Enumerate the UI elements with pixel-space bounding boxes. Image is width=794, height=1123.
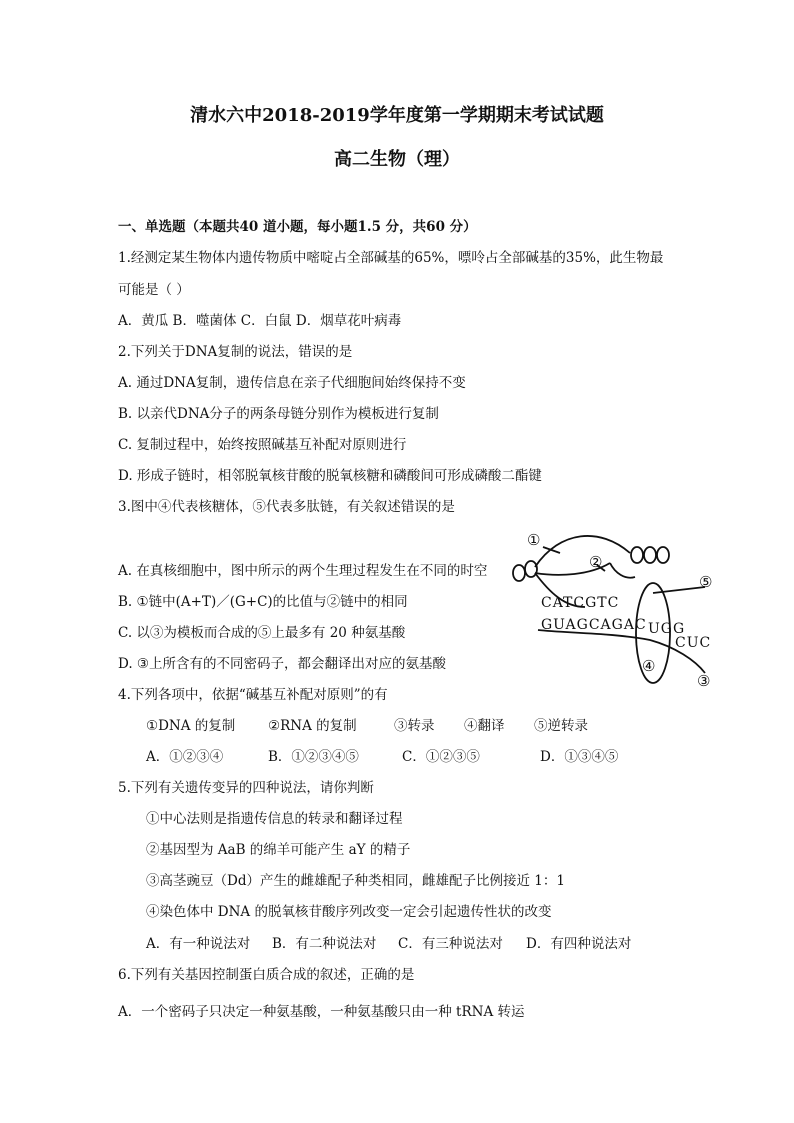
q4-item-1: ①DNA 的复制 xyxy=(146,718,236,734)
q2-option-a: A. 通过DNA复制，遗传信息在亲子代细胞间始终保持不变 xyxy=(118,375,466,391)
q6-stem: 6.下列有关基因控制蛋白质合成的叙述，正确的是 xyxy=(118,967,415,983)
q4-item-5: ⑤逆转录 xyxy=(534,718,588,734)
figure-label-4: ④ xyxy=(642,657,656,675)
q2-stem: 2.下列关于DNA复制的说法，错误的是 xyxy=(118,344,353,360)
q4-option-b: B．①②③④⑤ xyxy=(268,749,359,765)
q4-option-c: C．①②③⑤ xyxy=(402,749,480,765)
figure-label-5: ⑤ xyxy=(699,573,713,591)
q4-item-4: ④翻译 xyxy=(464,718,505,734)
q4-option-d: D．①③④⑤ xyxy=(540,749,619,765)
q5-statement-1: ①中心法则是指遗传信息的转录和翻译过程 xyxy=(146,811,403,827)
q5-option-b: B．有二种说法对 xyxy=(272,936,377,952)
q3-stem: 3.图中④代表核糖体，⑤代表多肽链，有关叙述错误的是 xyxy=(118,499,455,515)
q3-option-b: B. ①链中(A+T)／(G+C)的比值与②链中的相同 xyxy=(118,594,408,610)
q3-option-c: C. 以③为模板而合成的⑤上最多有 20 种氨基酸 xyxy=(118,625,406,641)
q1-options: A．黄瓜 B．噬菌体 C．白鼠 D．烟草花叶病毒 xyxy=(118,313,402,329)
q5-option-d: D．有四种说法对 xyxy=(526,936,632,952)
rna-sequence-part2: UGG xyxy=(648,621,686,637)
q5-stem: 5.下列有关遗传变异的四种说法，请你判断 xyxy=(118,780,374,796)
q4-option-a: A．①②③④ xyxy=(146,749,224,765)
dna-sequence-top: CATCGTC xyxy=(541,595,620,611)
q5-option-c: C．有三种说法对 xyxy=(398,936,503,952)
figure-label-1: ① xyxy=(527,531,541,549)
exam-subtitle: 高二生物（理） xyxy=(334,149,460,170)
q2-option-d: D. 形成子链时，相邻脱氧核苷酸的脱氧核糖和磷酸间可形成磷酸二酯键 xyxy=(118,468,542,484)
q2-option-c: C. 复制过程中，始终按照碱基互补配对原则进行 xyxy=(118,437,407,453)
q4-stem: 4.下列各项中，依据“碱基互补配对原则”的有 xyxy=(118,687,388,703)
q6-option-a: A．一个密码子只决定一种氨基酸，一种氨基酸只由一种 tRNA 转运 xyxy=(118,1004,525,1020)
q4-item-3: ③转录 xyxy=(394,718,435,734)
q5-statement-2: ②基因型为 AaB 的绵羊可能产生 aY 的精子 xyxy=(146,842,411,858)
q1-stem-line1: 1.经测定某生物体内遗传物质中嘧啶占全部碱基的65%，嘌呤占全部碱基的35%，此生物最 xyxy=(118,250,664,266)
q5-option-a: A．有一种说法对 xyxy=(146,936,251,952)
q5-statement-4: ④染色体中 DNA 的脱氧核苷酸序列改变一定会引起遗传性状的改变 xyxy=(146,904,552,920)
figure-label-2: ② xyxy=(589,553,603,571)
exam-title: 清水六中2018-2019学年度第一学期期末考试试题 xyxy=(190,105,604,126)
q5-statement-3: ③高茎豌豆（Dd）产生的雌雄配子种类相同，雌雄配子比例接近 1：1 xyxy=(146,873,565,889)
q2-option-b: B. 以亲代DNA分子的两条母链分别作为模板进行复制 xyxy=(118,406,439,422)
rna-sequence-part1: GUAGCAGAC xyxy=(541,617,647,633)
q3-option-a: A. 在真核细胞中，图中所示的两个生理过程发生在不同的时空 xyxy=(118,563,488,579)
q1-stem-line2: 可能是（ ） xyxy=(118,282,190,298)
q3-option-d: D. ③上所含有的不同密码子，都会翻译出对应的氨基酸 xyxy=(118,656,447,672)
transcription-translation-figure xyxy=(505,515,730,695)
q4-item-2: ②RNA 的复制 xyxy=(268,718,357,734)
section-heading: 一、单选题（本题共40 道小题，每小题1.5 分，共60 分） xyxy=(118,219,477,235)
figure-label-3: ③ xyxy=(697,672,711,690)
rna-sequence-part3: CUC xyxy=(675,635,712,651)
